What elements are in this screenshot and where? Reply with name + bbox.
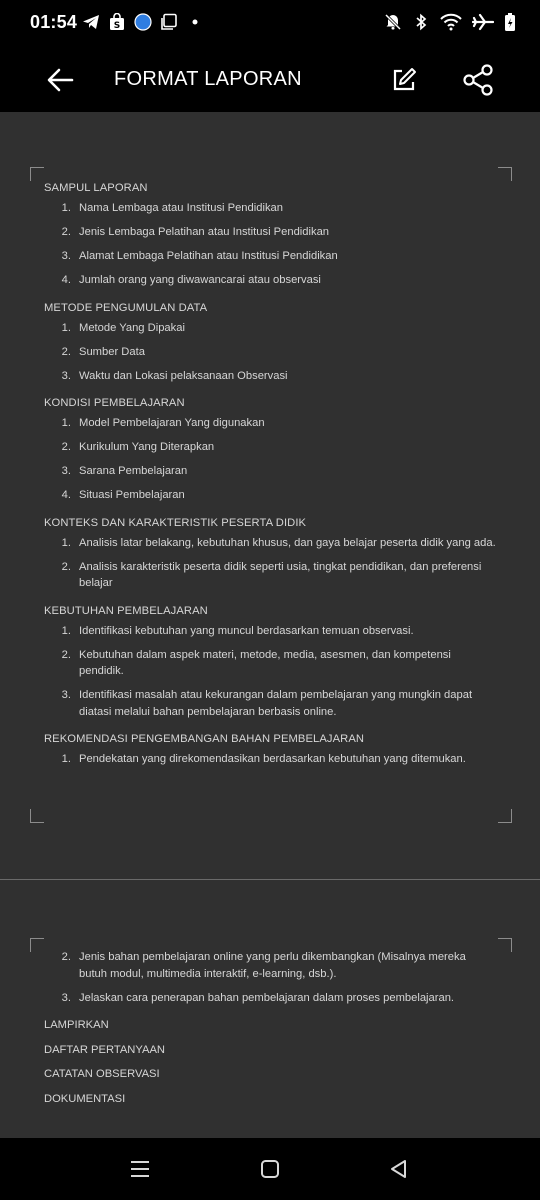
list-item: 1. Pendekatan yang direkomendasikan berdasarkan kebutuhan yang ditemukan. — [61, 753, 466, 765]
numbered-list — [44, 415, 496, 504]
list-item: 2. Jenis Lembaga Pelatihan atau Institusi Pendidikan — [61, 226, 330, 238]
numbered-list — [44, 751, 496, 768]
section-heading: KEBUTUHAN PEMBELAJARAN — [44, 604, 208, 617]
wifi-icon — [440, 13, 462, 31]
section-heading: METODE PENGUMULAN DATA — [44, 301, 208, 314]
section-heading: KONDISI PEMBELAJARAN — [44, 397, 185, 409]
app-bar — [0, 48, 540, 112]
section-heading: REKOMENDASI PENGEMBANGAN BAHAN PEMBELAJARAN — [44, 733, 365, 745]
page-corner-mark — [498, 938, 512, 952]
bell-off-icon — [384, 13, 402, 31]
status-time: 01:54 — [30, 12, 78, 32]
list-item: 3. Identifikasi masalah atau kekurangan dalam pembelajaran yang mungkin dapat diatasi melalui bahan pembelajaran berbasis online. — [61, 689, 473, 718]
status-bar — [0, 0, 540, 48]
text-line: CATATAN OBSERVASI — [44, 1068, 160, 1080]
numbered-list — [44, 535, 496, 592]
list-item: 1. Metode Yang Dipakai — [61, 321, 185, 334]
list-item: 4. Situasi Pembelajaran — [61, 489, 185, 501]
dot-icon — [186, 13, 204, 31]
page-corner-mark — [30, 938, 44, 952]
list-item: 3. Sarana Pembelajaran — [61, 465, 188, 477]
document-page-2 — [0, 938, 540, 1138]
recent-apps-icon[interactable] — [129, 1158, 151, 1180]
page-divider — [0, 879, 540, 880]
document-body — [44, 176, 496, 775]
share-icon[interactable] — [460, 62, 496, 98]
list-item: 1. Analisis latar belakang, kebutuhan khusus, dan gaya belajar peserta didik yang ada. — [61, 536, 496, 549]
telegram-icon — [82, 13, 100, 31]
numbered-list — [44, 200, 496, 289]
browser-icon — [134, 13, 152, 31]
numbered-list — [44, 320, 496, 385]
bluetooth-icon — [412, 13, 430, 31]
text-line: DOKUMENTASI — [44, 1092, 126, 1105]
notification-icons — [82, 13, 204, 31]
page-corner-mark — [498, 809, 512, 823]
list-item: 3. Alamat Lembaga Pelatihan atau Institusi Pendidikan — [61, 250, 338, 262]
page-corner-mark — [498, 167, 512, 181]
document-viewer[interactable] — [0, 112, 540, 1138]
list-item: 3. Waktu dan Lokasi pelaksanaan Observasi — [61, 369, 288, 382]
airplane-mode-icon — [472, 13, 494, 31]
list-item: 1. Nama Lembaga atau Institusi Pendidikan — [61, 202, 283, 214]
list-item: 2. Sumber Data — [61, 345, 145, 358]
back-arrow-icon[interactable] — [42, 64, 78, 96]
section-heading: LAMPIRKAN — [44, 1019, 109, 1031]
shopping-bag-icon — [108, 13, 126, 31]
section-heading: KONTEKS DAN KARAKTERISTIK PESERTA DIDIK — [44, 516, 307, 529]
edit-icon[interactable] — [388, 64, 420, 96]
page-title: FORMAT LAPORAN — [114, 68, 302, 90]
page-corner-mark — [30, 167, 44, 181]
list-item: 1. Identifikasi kebutuhan yang muncul berdasarkan temuan observasi. — [61, 624, 414, 637]
system-status-icons — [384, 13, 516, 31]
section-heading: SAMPUL LAPORAN — [44, 182, 148, 194]
list-item: 2. Jenis bahan pembelajaran online yang perlu dikembangkan (Misalnya mereka butuh modul, multimedia interaktif, e-learning, dsb.). — [61, 951, 466, 980]
svg-text:S: S — [113, 21, 121, 31]
numbered-list — [44, 623, 496, 721]
copy-icon — [160, 13, 178, 31]
document-body — [44, 949, 496, 1111]
home-icon[interactable] — [259, 1158, 281, 1180]
list-item: 2. Kebutuhan dalam aspek materi, metode, media, asesmen, dan kompetensi pendidik. — [61, 648, 451, 677]
list-item: 3. Jelaskan cara penerapan bahan pembelajaran dalam proses pembelajaran. — [61, 991, 455, 1004]
list-item: 2. Analisis karakteristik peserta didik seperti usia, tingkat pendidikan, dan preferensi belajar — [61, 560, 482, 589]
battery-icon — [504, 13, 516, 31]
text-line: DAFTAR PERTANYAAN — [44, 1043, 166, 1056]
list-item: 2. Kurikulum Yang Diterapkan — [61, 441, 215, 453]
list-item: 4. Jumlah orang yang diwawancarai atau observasi — [61, 274, 321, 286]
navigation-bar — [0, 1138, 540, 1200]
document-page-1 — [0, 167, 540, 827]
list-item: 1. Model Pembelajaran Yang digunakan — [61, 417, 265, 429]
back-nav-icon[interactable] — [388, 1158, 410, 1180]
page-corner-mark — [30, 809, 44, 823]
numbered-list — [44, 949, 496, 1006]
